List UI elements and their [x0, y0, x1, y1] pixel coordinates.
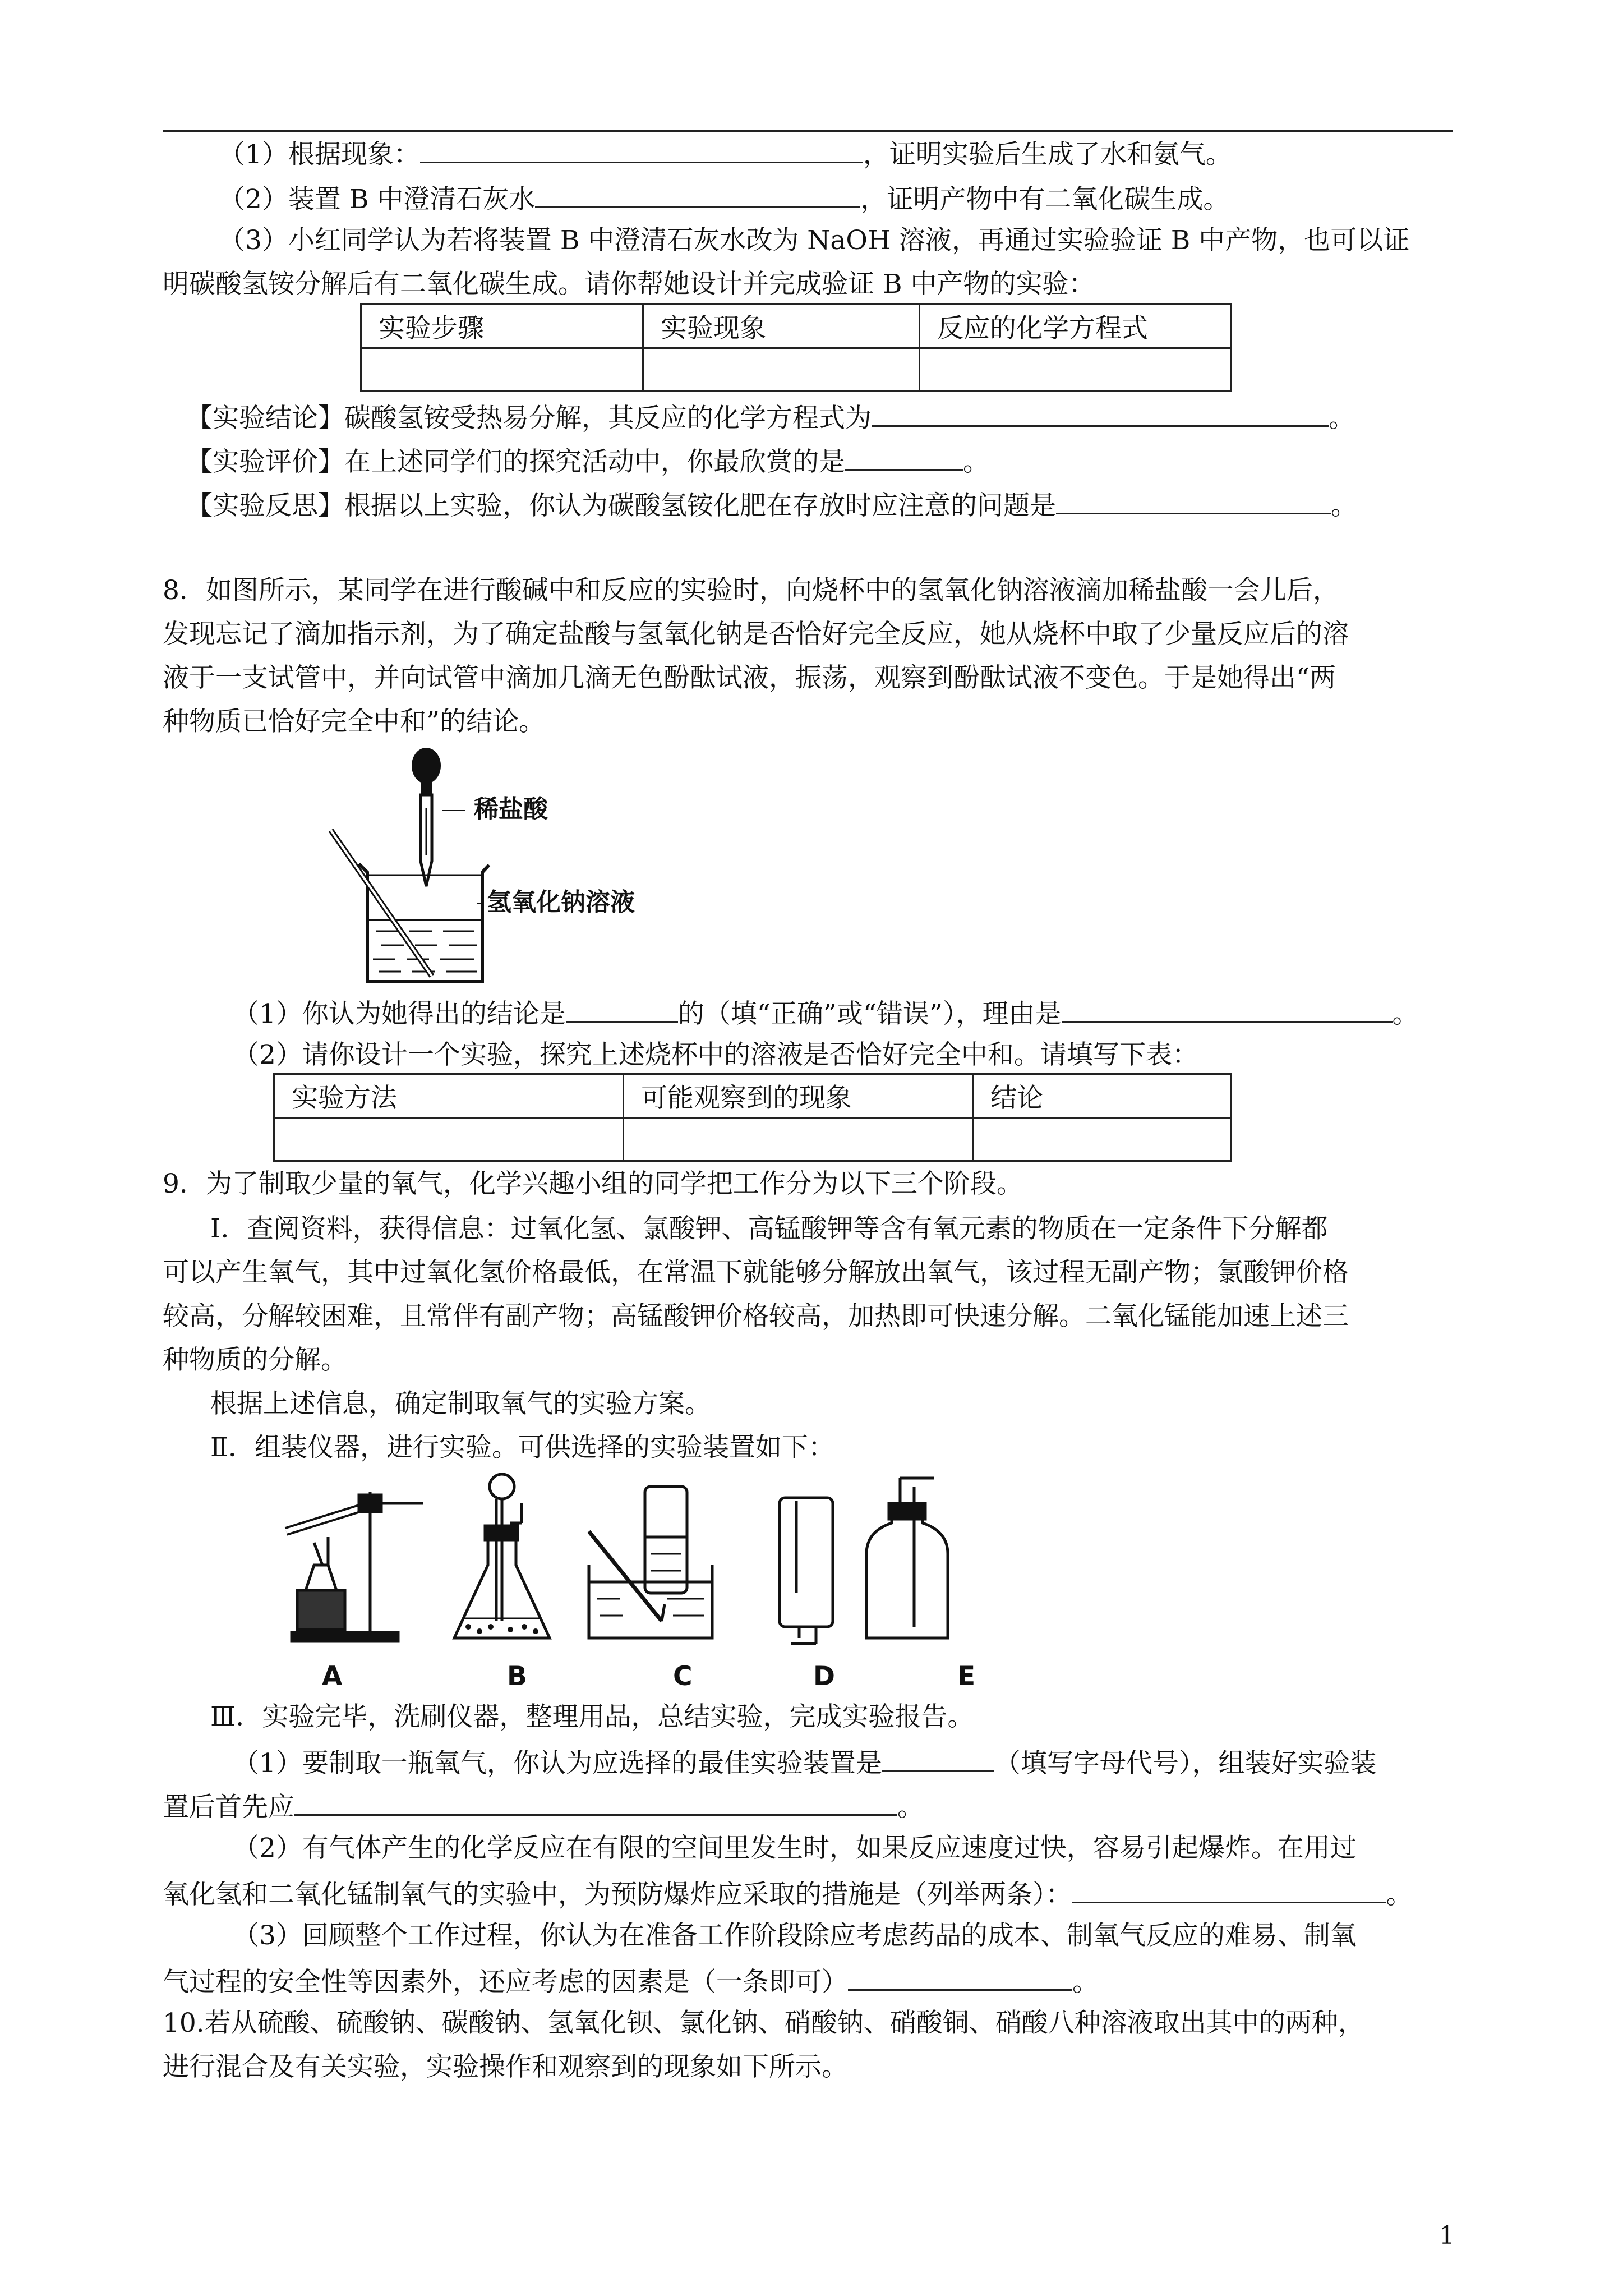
- answer-blank[interactable]: [566, 994, 678, 1023]
- q9-p1-line2: 可以产生氧气，其中过氧化氢价格最低，在常温下就能够分解放出氧气，该过程无副产物；氯酸钾价格: [163, 1257, 1349, 1288]
- table-row: [274, 1118, 1232, 1161]
- q9-sub3-line1: （3）回顾整个工作过程，你认为在准备工作阶段除应考虑药品的成本、制氧气反应的难易、制氧: [233, 1920, 1357, 1951]
- q9-sub3-text: 气过程的安全性等因素外，还应考虑的因素是（一条即可）: [163, 1967, 848, 1998]
- apparatus-label-c: C: [673, 1661, 693, 1692]
- fig-label-naoh: 氢氧化钠溶液: [487, 888, 635, 917]
- page-number: 1: [1439, 2221, 1455, 2250]
- answer-blank[interactable]: [1062, 994, 1393, 1023]
- q9-sub1-mid: （填写字母代号），组装好实验装: [994, 1748, 1377, 1779]
- table-answer-cell[interactable]: [920, 348, 1232, 392]
- q9-p1-line5: 根据上述信息，确定制取氧气的实验方案。: [210, 1388, 711, 1419]
- q8-sub1-text: （1）你认为她得出的结论是: [233, 999, 566, 1029]
- q8-line4: 种物质已恰好完全中和”的结论。: [163, 706, 546, 737]
- apparatus-e: [866, 1478, 948, 1638]
- q8-sub1-tail: 。: [1392, 999, 1419, 1029]
- q9-sub2-text: 氧化氢和二氧化锰制氧气的实验中，为预防爆炸应采取的措施是（列举两条）：: [163, 1879, 1072, 1910]
- table-header-cell: 结论: [973, 1074, 1232, 1118]
- q7-conclusion-tail: 。: [1329, 403, 1355, 434]
- q10-line2: 进行混合及有关实验，实验操作和观察到的现象如下所示。: [163, 2051, 848, 2082]
- table-answer-cell[interactable]: [274, 1118, 624, 1161]
- answer-blank[interactable]: [535, 180, 860, 208]
- header-rule: [163, 130, 1453, 132]
- q9-sub3-tail: 。: [1072, 1967, 1099, 1998]
- q7-sub3-line2: 明碳酸氢铵分解后有二氧化碳生成。请你帮她设计并完成验证 B 中产物的实验：: [163, 269, 1095, 300]
- answer-blank[interactable]: [1072, 1875, 1386, 1903]
- q9-sub1-line2-text: 置后首先应: [163, 1792, 294, 1823]
- apparatus-label-b: B: [507, 1661, 527, 1692]
- q9-sub1-tail: 。: [897, 1792, 924, 1823]
- q7-evaluation: [186, 442, 989, 480]
- apparatus-d: [780, 1498, 833, 1644]
- q8-sub1: [233, 994, 1419, 1032]
- q7-sub2-tail: ，证明产物中有二氧化碳生成。: [860, 184, 1230, 215]
- table-answer-cell[interactable]: [973, 1118, 1232, 1161]
- table-header-cell: 反应的化学方程式: [920, 305, 1232, 348]
- answer-blank[interactable]: [872, 398, 1329, 427]
- table-header-cell: 可能观察到的现象: [624, 1074, 973, 1118]
- apparatus-label-e: E: [957, 1661, 976, 1692]
- q7-sub2-text: （2）装置 B 中澄清石灰水: [219, 184, 536, 215]
- q7-sub2: [219, 180, 1229, 217]
- q7-sub1: [219, 135, 1232, 172]
- q9-intro: 9．为了制取少量的氧气，化学兴趣小组的同学把工作分为以下三个阶段。: [163, 1168, 1023, 1199]
- q9-sub2-line2: [163, 1875, 1413, 1912]
- table-header-cell: 实验方法: [274, 1074, 624, 1118]
- q10-line1: 10.若从硫酸、硫酸钠、碳酸钠、氢氧化钡、氯化钠、硝酸钠、硝酸铜、硝酸八种溶液取出其中的两种，: [163, 2008, 1364, 2039]
- answer-blank[interactable]: [845, 442, 963, 471]
- answer-blank[interactable]: [1056, 486, 1331, 514]
- q9-p3: Ⅲ．实验完毕，洗刷仪器，整理用品，总结实验，完成实验报告。: [210, 1701, 974, 1732]
- q7-conclusion-text: 【实验结论】碳酸氢铵受热易分解，其反应的化学方程式为: [186, 403, 872, 434]
- table-row: [361, 348, 1232, 392]
- answer-blank[interactable]: [294, 1787, 897, 1816]
- table-header-row: [361, 305, 1232, 348]
- q7-evaluation-text: 【实验评价】在上述同学们的探究活动中，你最欣赏的是: [186, 447, 845, 477]
- q7-conclusion: [186, 398, 1355, 436]
- apparatus-label-a: A: [322, 1661, 343, 1692]
- q8-line3: 液于一支试管中，并向试管中滴加几滴无色酚酞试液，振荡，观察到酚酞试液不变色。于是她得出“两: [163, 662, 1336, 693]
- q8-line1: 8．如图所示，某同学在进行酸碱中和反应的实验时，向烧杯中的氢氧化钠溶液滴加稀盐酸一会儿后，: [163, 575, 1339, 606]
- table-header-cell: 实验步骤: [361, 305, 643, 348]
- q9-p1-line4: 种物质的分解。: [163, 1345, 347, 1375]
- q7-evaluation-tail: 。: [963, 447, 989, 477]
- apparatus-c: [589, 1487, 712, 1638]
- q7-reflection-text: 【实验反思】根据以上实验，你认为碳酸氢铵化肥在存放时应注意的问题是: [186, 490, 1056, 521]
- q7-sub1-tail: ，证明实验后生成了水和氨气。: [863, 139, 1232, 170]
- table-answer-cell[interactable]: [361, 348, 643, 392]
- q8-sub1-mid: 的（填“正确”或“错误”），理由是: [677, 999, 1062, 1029]
- answer-blank[interactable]: [420, 135, 863, 163]
- q8-experiment-table: [273, 1073, 1232, 1162]
- apparatus-b: [454, 1474, 550, 1638]
- q7-reflection-tail: 。: [1331, 490, 1357, 521]
- q9-p1-line1: Ⅰ．查阅资料，获得信息：过氧化氢、氯酸钾、高锰酸钾等含有氧元素的物质在一定条件下分解都: [210, 1213, 1328, 1244]
- apparatus-label-d: D: [813, 1661, 836, 1692]
- q9-sub1-line2: [163, 1787, 924, 1825]
- fig-label-acid: 稀盐酸: [474, 795, 548, 823]
- apparatus-a: [286, 1492, 423, 1641]
- q9-sub1-text: （1）要制取一瓶氧气，你认为应选择的最佳实验装置是: [233, 1748, 882, 1779]
- apparatus-figure: [275, 1470, 1071, 1672]
- q9-p1-line3: 较高，分解较困难，且常伴有副产物；高锰酸钾价格较高，加热即可快速分解。二氧化锰能加速上述三: [163, 1301, 1349, 1332]
- q9-sub1-line1: [233, 1743, 1376, 1781]
- q8-line2: 发现忘记了滴加指示剂，为了确定盐酸与氢氧化钠是否恰好完全反应，她从烧杯中取了少量反应后的溶: [163, 619, 1349, 650]
- q9-sub2-line1: （2）有气体产生的化学反应在有限的空间里发生时，如果反应速度过快，容易引起爆炸。在用过: [233, 1833, 1357, 1864]
- table-answer-cell[interactable]: [624, 1118, 973, 1161]
- table-header-row: [274, 1074, 1232, 1118]
- q7-sub1-text: （1）根据现象：: [219, 139, 420, 170]
- q7-reflection: [186, 486, 1357, 523]
- table-header-cell: 实验现象: [643, 305, 920, 348]
- q9-sub2-tail: 。: [1386, 1879, 1413, 1910]
- q9-p2: Ⅱ．组装仪器，进行实验。可供选择的实验装置如下：: [210, 1432, 834, 1463]
- answer-blank[interactable]: [882, 1743, 994, 1772]
- q7-experiment-table: [360, 303, 1232, 392]
- q9-sub3-line2: [163, 1962, 1099, 2000]
- q8-sub2: （2）请你设计一个实验，探究上述烧杯中的溶液是否恰好完全中和。请填写下表：: [233, 1039, 1198, 1070]
- q7-sub3-line1: （3）小红同学认为若将装置 B 中澄清石灰水改为 NaOH 溶液，再通过实验验证 B 中产物，也可以证: [219, 225, 1410, 256]
- beaker-dropper-figure: [314, 735, 684, 993]
- table-answer-cell[interactable]: [643, 348, 920, 392]
- answer-blank[interactable]: [848, 1962, 1072, 1991]
